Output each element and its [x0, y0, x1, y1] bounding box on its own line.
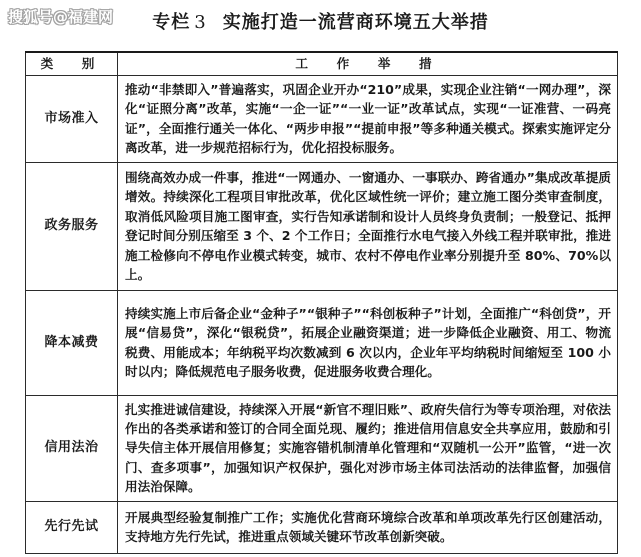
row-content: 扎实推进诚信建设，持续深入开展“新官不理旧账”、政府失信行为等专项治理，对依法作出的各类承诺和签订的合同全面兑现、履约；推进信用信息安全共享应用，鼓励和引导失信主体开展信用修复；实施容错机制清单化管理和“双随机一公开”监管，“进一次门、查多项事”，加强知识产权保护，强化对涉市场主体司法活动的法律监督，加强信用法治保障。 [118, 395, 618, 501]
row-content: 推动“非禁即入”普遍落实，巩固企业开办“210”成果，实现企业注销“一网办理”，深化“证照分离”改革，实施“一企一证”“一业一证”改革试点，实现“一证准营、一码亮证”，全面推行通关一体化、“两步申报”“提前申报”等多种通关模式。探索实施评定分离改革，进一步规范招标行为，优化招投标服务。 [118, 76, 618, 163]
row-category: 先行先试 [26, 501, 118, 553]
measures-table [25, 51, 618, 554]
column-label: 专栏 [152, 12, 191, 33]
table-row [26, 162, 618, 290]
table-row [26, 76, 618, 163]
row-content: 持续实施上市后备企业“金种子”“银种子”“科创板种子”计划，全面推广“科创贷”，开展“信易贷”，深化“银税贷”，拓展企业融资渠道；进一步降低企业融资、用工、物流税费、用能成本；年纳税平均次数减到 6 次以内，企业年平均纳税时间缩短至 100 小时以内；降低规范电子服务收费，促进服务收费合理化。 [118, 290, 618, 395]
title-text: 实施打造一流营商环境五大举措 [222, 12, 489, 33]
header-measures: 工 作 举 措 [118, 52, 618, 76]
table-row [26, 395, 618, 501]
row-category: 信用法治 [26, 395, 118, 501]
watermark: 搜狐号@福建网 [8, 8, 114, 26]
row-category: 政务服务 [26, 162, 118, 290]
table-row [26, 290, 618, 395]
table-row [26, 501, 618, 553]
row-category: 降本减费 [26, 290, 118, 395]
header-category: 类 别 [26, 52, 118, 76]
table-header-row [26, 52, 618, 76]
row-content: 开展典型经验复制推广工作；实施优化营商环境综合改革和单项改革先行区创建活动，支持地方先行先试，推进重点领域关键环节改革创新突破。 [118, 501, 618, 553]
column-number: 3 [194, 12, 207, 33]
row-content: 围绕高效办成一件事，推进“一网通办、一窗通办、一事联办、跨省通办”集成改革提质增效。持续深化工程项目审批改革，优化区域性统一评价；建立施工图分类审查制度，取消低风险项目施工图审查，实行告知承诺制和设计人员终身负责制；一般登记、抵押登记时间分别压缩至 3 个、2 个工作日；全面推行水电气接入外线工程并联审批，推进施工检修向不停电作业模式转变，城市、农村不停电作业率分别提升至 80%、70%以上。 [118, 162, 618, 290]
row-category: 市场准入 [26, 76, 118, 163]
